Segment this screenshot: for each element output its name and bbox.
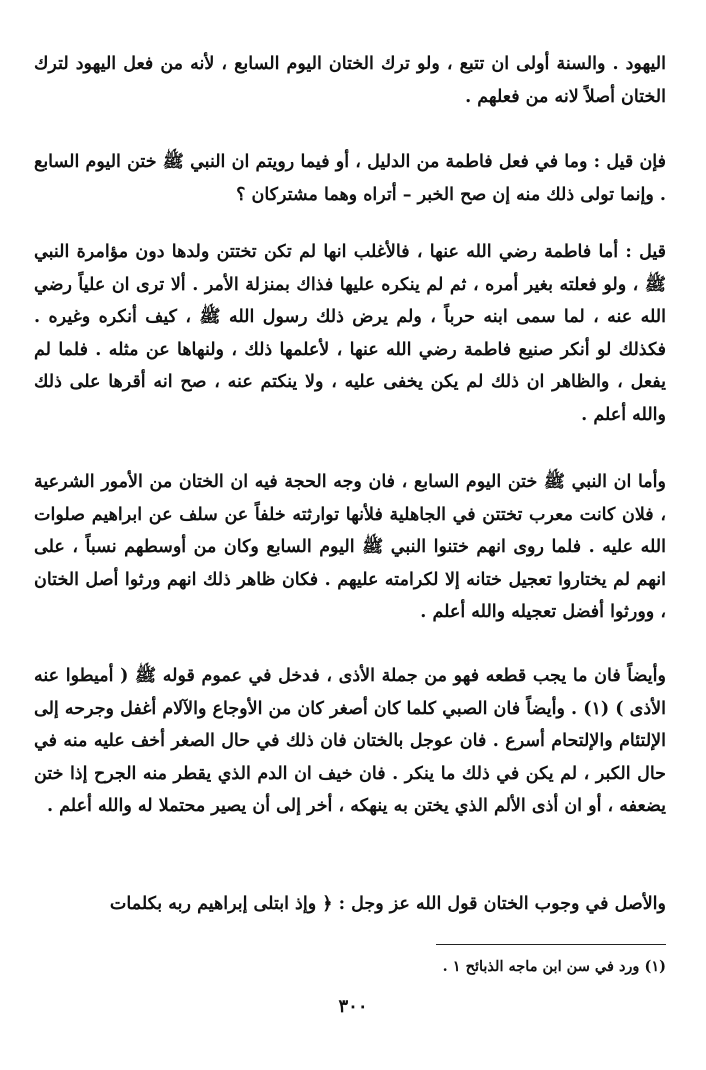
- paragraph-2: [34, 146, 666, 211]
- paragraph-text: قيل : أما فاطمة رضي الله عنها ، فالأغلب انها لم تكن تختتن ولدها دون مؤامرة النبي ﷺ ، ولو فعلته بغير أمره ، ثم لم ينكره عليها فذاك بمنزلة الأمر . ألا ترى ان علياً رضي الله عنه ، لما سمى ابنه حرباً ، ولم يرض ذلك رسول الله ﷺ ، كيف أنكره وغيره . فكذلك لو أنكر صنيع فاطمة رضي الله عنها ، لأعلمها ذلك ، ولنهاها عن مثله . فلما لم يفعل ، والظاهر ان ذلك لم يكن يخفى عليه ، ولا ينكتم عنه ، صح انه أقرها على ذلك والله أعلم .: [34, 242, 666, 425]
- paragraph-3: [34, 236, 666, 431]
- paragraph-6: [34, 888, 666, 921]
- paragraph-text: فإن قيل : وما في فعل فاطمة من الدليل ، أو فيما رويتم ان النبي ﷺ ختن اليوم السابع . وإنما تولى ذلك منه إن صح الخبر – أتراه وهما مشتركان ؟: [34, 152, 666, 205]
- paragraph-text: وأما ان النبي ﷺ ختن اليوم السابع ، فان وجه الحجة فيه ان الختان من الأمور الشرعية ، فلان كانت معرب تختتن في الجاهلية فلأنها توارثته خلفاً عن سلف عن ابراهيم صلوات الله عليه . فلما روى انهم ختنوا النبي ﷺ اليوم السابع وكان من أوسطهم نسباً ، على انهم لم يختاروا تعجيل ختانه إلا لكرامته عليهم . فكان ظاهر ذلك انهم ورثوا أصل الختان ، وورثوا أفضل تعجيله والله أعلم .: [34, 472, 666, 622]
- paragraph-5: [34, 660, 666, 823]
- paragraph-text: والأصل في وجوب الختان قول الله عز وجل : ﴿ وإذ ابتلى إبراهيم ربه بكلمات: [109, 894, 666, 914]
- footnote: (١) ورد في سن ابن ماجه الذبائح ١ .: [442, 958, 666, 975]
- footnote-divider: [436, 944, 666, 945]
- page-number: ٣٠٠: [338, 996, 368, 1017]
- paragraph-4: [34, 466, 666, 629]
- paragraph-1: [34, 48, 666, 113]
- paragraph-text: وأيضاً فان ما يجب قطعه فهو من جملة الأذى ، فدخل في عموم قوله ﷺ ( أميطوا عنه الأذى ) (١) . وأيضاً فان الصبي كلما كان أصغر كان من الأوجاع والآلام أغفل وجرحه إلى الإلتئام والإلتحام أسرع . فان عوجل بالختان فان ذلك في حال الصغر أخف عليه منه في حال الكبر ، لم يكن في ذلك ما ينكر . فان خيف ان الدم الذي يقطر منه الجرح إذا ختن يضعفه ، أو ان أذى الألم الذي يختن به ينهكه ، أخر إلى أن يصير محتملا له والله أعلم .: [34, 666, 666, 816]
- paragraph-text: اليهود . والسنة أولى ان تتبع ، ولو ترك الختان اليوم السابع ، لأنه من فعل اليهود لترك الختان أصلاً لانه من فعلهم .: [34, 54, 666, 107]
